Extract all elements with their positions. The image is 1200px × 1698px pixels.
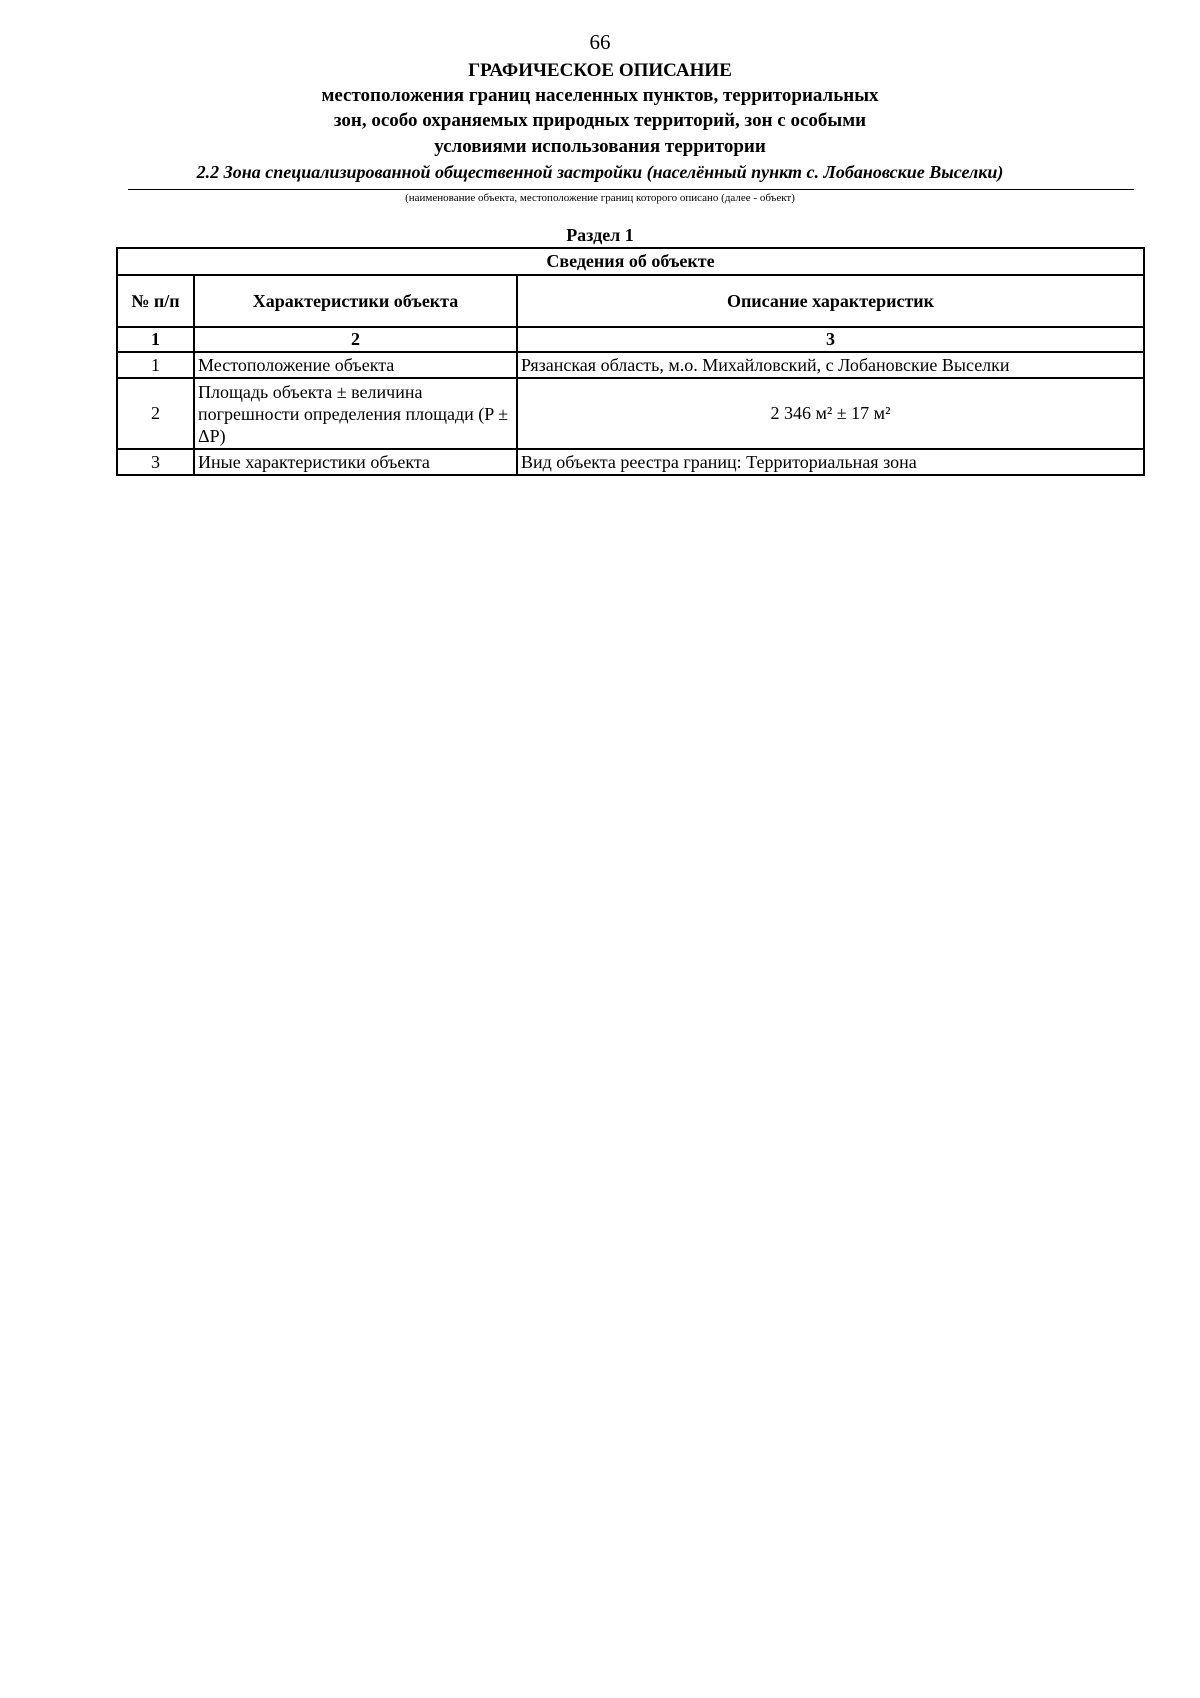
row-characteristic: Местоположение объекта	[194, 352, 517, 378]
column-index-row	[117, 327, 1144, 352]
row-description: Рязанская область, м.о. Михайловский, с Лобановские Выселки	[517, 352, 1144, 378]
row-description: Вид объекта реестра границ: Территориальная зона	[517, 449, 1144, 475]
subtitle-line-3: условиями использования территории	[434, 136, 766, 157]
row-number: 3	[117, 449, 194, 475]
document-title: ГРАФИЧЕСКОЕ ОПИСАНИЕ	[468, 60, 732, 81]
row-characteristic: Иные характеристики объекта	[194, 449, 517, 475]
column-header-characteristic: Характеристики объекта	[194, 275, 517, 327]
column-index-2: 2	[194, 327, 517, 352]
subtitle-line-1: местоположения границ населенных пунктов, территориальных	[321, 85, 879, 106]
table-header-row	[117, 275, 1144, 327]
row-characteristic: Площадь объекта ± величина погрешности определения площади (P ± ΔP)	[194, 378, 517, 449]
row-number: 1	[117, 352, 194, 378]
object-info-table	[116, 247, 1145, 476]
column-header-number: № п/п	[117, 275, 194, 327]
table-row	[117, 352, 1144, 378]
column-header-description: Описание характеристик	[517, 275, 1144, 327]
section-label: Раздел 1	[566, 225, 634, 245]
object-name: 2.2 Зона специализированной общественной застройки (населённый пункт с. Лобановские Выселки)	[196, 162, 1004, 182]
row-description: 2 346 м² ± 17 м²	[517, 378, 1144, 449]
table-caption-row	[117, 248, 1144, 275]
column-index-3: 3	[517, 327, 1144, 352]
object-caption: (наименование объекта, местоположение границ которого описано (далее - объект)	[405, 192, 795, 204]
object-name-underline	[128, 189, 1134, 190]
table-row	[117, 378, 1144, 449]
row-number: 2	[117, 378, 194, 449]
page-number: 66	[589, 30, 611, 54]
table-caption: Сведения об объекте	[117, 248, 1144, 275]
table-row	[117, 449, 1144, 475]
subtitle-line-2: зон, особо охраняемых природных территорий, зон с особыми	[333, 110, 867, 131]
column-index-1: 1	[117, 327, 194, 352]
